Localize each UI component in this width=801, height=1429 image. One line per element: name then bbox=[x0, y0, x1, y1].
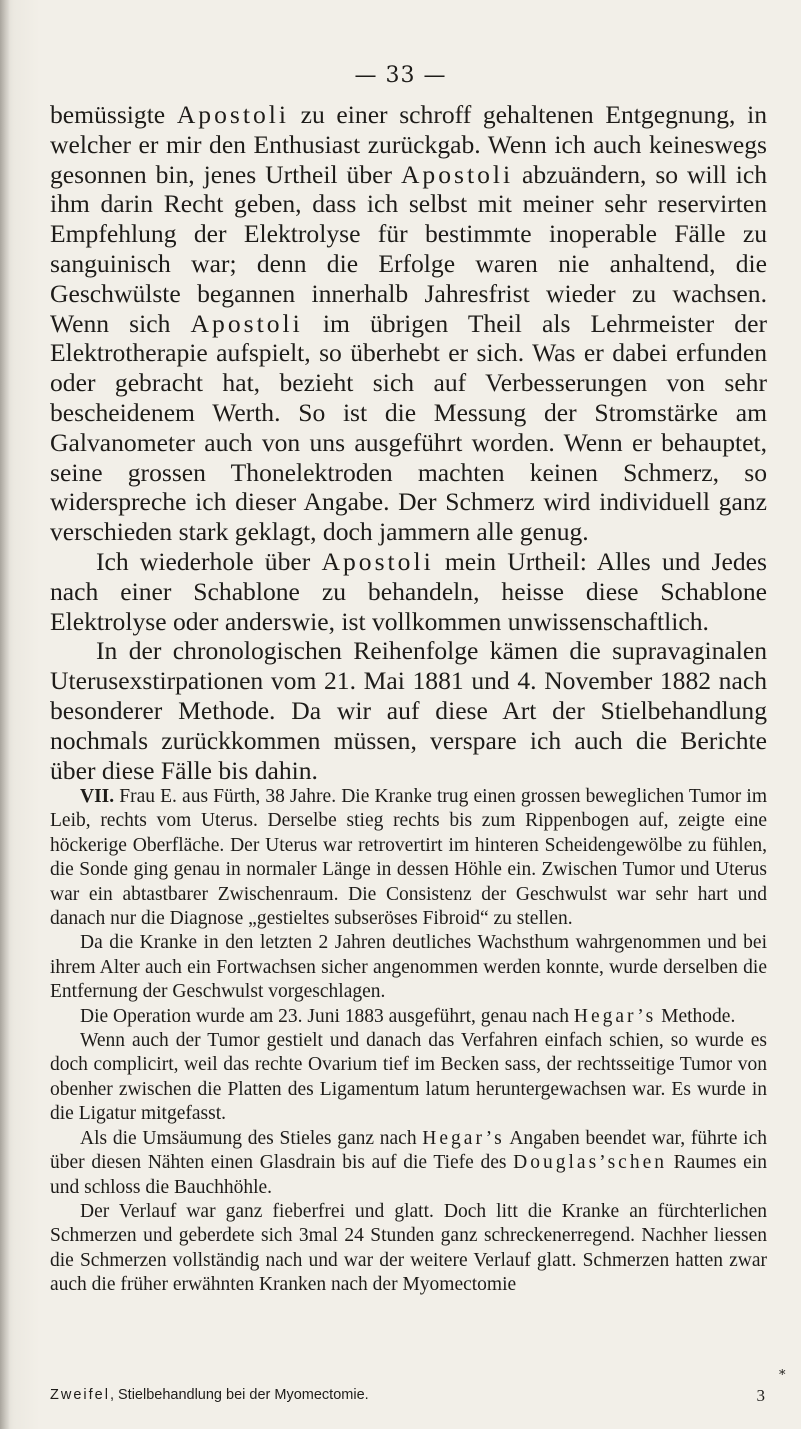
case-paragraph-2 bbox=[50, 931, 767, 1004]
text-run: mein Urtheil: Alles und Jedes nach einer Schablone zu behandeln, heisse diese Schablone Elektrolyse oder anderswie, ist vollkommen unwissenschaftlich. bbox=[50, 546, 767, 636]
footer-title: , Stielbehandlung bei der Myomectomie. bbox=[109, 1387, 369, 1403]
page-footer bbox=[50, 1386, 767, 1404]
text-run: Raumes ein und schloss die Bauchhöhle. bbox=[50, 1152, 767, 1198]
text-run: Angaben beendet war, führte ich über diesen Nähten einen Glasdrain bis auf die Tiefe des bbox=[50, 1127, 767, 1174]
text-run: Die Operation wurde am 23. Juni 1883 ausgeführt, genau nach bbox=[80, 1005, 574, 1027]
page-number: — 33 — bbox=[354, 63, 447, 88]
text-run: bemüssigte bbox=[50, 100, 177, 129]
text-run: Als die Umsäumung des Stieles ganz nach bbox=[80, 1127, 423, 1149]
case-paragraph-6 bbox=[50, 1200, 767, 1298]
text-run: Da die Kranke in den letzten 2 Jahren deutliches Wachsthum wahrgenommen und bei ihrem Alter auch ein Fortwachsen sicher angenommen werden konnte, wurde derselben die Entfernung der Geschwulst vorgeschlagen. bbox=[50, 932, 767, 1003]
paragraph-1 bbox=[50, 100, 767, 547]
case-number: VII. bbox=[80, 786, 115, 807]
text-run: In der chronologischen Reihenfolge kämen die supravaginalen Uterusexstirpationen vom 21. Mai 1881 und 4. November 1882 nach besonderer Methode. Da wir auf diese Art der Stielbehandlung nochmals zurückkommen müssen, verspare ich auch die Berichte über diese Fälle bis dahin. bbox=[50, 636, 767, 785]
text-run: Methode. bbox=[656, 1005, 736, 1027]
author-name-apostoli: Apostoli bbox=[176, 100, 289, 129]
text-run: im übrigen Theil als Lehrmeister der Elektrotherapie aufspielt, so überhebt er sich. Was er dabei erfunden oder gebracht hat, bezieht sich auf Verbesserungen von sehr bescheidenem Werth. So ist die Messung der Stromstärke am Galvanometer auch von uns ausgeführt worden. Wenn er behauptet, seine grossen Thonelektroden machten keinen Schmerz, so widerspreche ich dieser Angabe. Der Schmerz wird individuell ganz verschieden stark geklagt, doch jammern alle genug. bbox=[50, 308, 767, 547]
case-report-vii bbox=[50, 785, 767, 1298]
case-paragraph-1 bbox=[50, 785, 767, 931]
author-name-apostoli: Apostoli bbox=[400, 159, 514, 189]
author-name-apostoli: Apostoli bbox=[321, 546, 434, 576]
main-text bbox=[50, 100, 767, 785]
case-paragraph-4 bbox=[50, 1029, 767, 1127]
case-paragraph-3 bbox=[50, 1005, 767, 1029]
text-run: Der Verlauf war ganz fieberfrei und glatt. Doch litt die Kranke an fürchterlichen Schmerzen und geberdete sich 3mal 24 Stunden ganz schreckenerregend. Nachher liessen die Schmerzen vollständig nach und war der weitere Verlauf glatt. Schmerzen hatten zwar auch die früher erwähnten Kranken nach der Myomectomie bbox=[50, 1200, 767, 1296]
printer-signature: 3 bbox=[756, 1386, 765, 1405]
case-paragraph-5 bbox=[50, 1127, 767, 1200]
author-name-apostoli: Apostoli bbox=[190, 308, 303, 338]
author-name-hegar: Hegar’s bbox=[422, 1127, 505, 1149]
text-run: zu einer schroff gehaltenen Entgegnung, in welcher er mir den Enthusiast zurückgab. Wenn ich auch keineswegs gesonnen bin, jenes Urtheil über bbox=[50, 100, 767, 189]
text-run: abzuändern, so will ich ihm darin Recht geben, dass ich selbst mit meiner sehr reservirten Empfehlung der Elektrolyse für bestimmte inoperable Fälle zu sanguinisch war; denn die Erfolge waren nie anhaltend, die Geschwülste begannen innerhalb Jahresfrist wieder zu wachsen. Wenn sich bbox=[50, 159, 768, 338]
page-binding-edge bbox=[0, 0, 10, 1429]
text-run: Wenn auch der Tumor gestielt und danach das Verfahren einfach schien, so wurde es doch complicirt, weil das rechte Ovarium tief im Becken sass, der rechtsseitige Tumor von obenher zwischen die Platten des Ligamentum latum heruntergewachsen war. Es wurde in die Ligatur mitgefasst. bbox=[50, 1030, 767, 1125]
author-name-hegar: Hegar’s bbox=[573, 1005, 657, 1027]
text-run: Ich wiederhole über bbox=[96, 546, 322, 576]
author-name-douglas: Douglas’schen bbox=[513, 1152, 667, 1174]
paragraph-3 bbox=[50, 636, 767, 785]
text-run: Frau E. aus Fürth, 38 Jahre. Die Kranke trug einen grossen beweglichen Tumor im Leib, rechts vom Uterus. Derselbe stieg rechts bis zum Rippenbogen auf, zeigte eine höckerige Oberfläche. Der Uterus war retrovertirt im hinteren Scheidengewölbe zu fühlen, die Sonde ging genau in normaler Länge in dessen Höhle ein. Zwischen Tumor und Uterus war ein abtastbarer Zwischenraum. Die Consistenz der Geschwulst war sehr hart und danach nur die Diagnose „gestieltes subseröses Fibroid“ zu stellen. bbox=[50, 786, 767, 930]
paragraph-2 bbox=[50, 547, 767, 636]
margin-mark: * bbox=[779, 1368, 786, 1383]
footer-author: Zweifel bbox=[50, 1387, 110, 1403]
